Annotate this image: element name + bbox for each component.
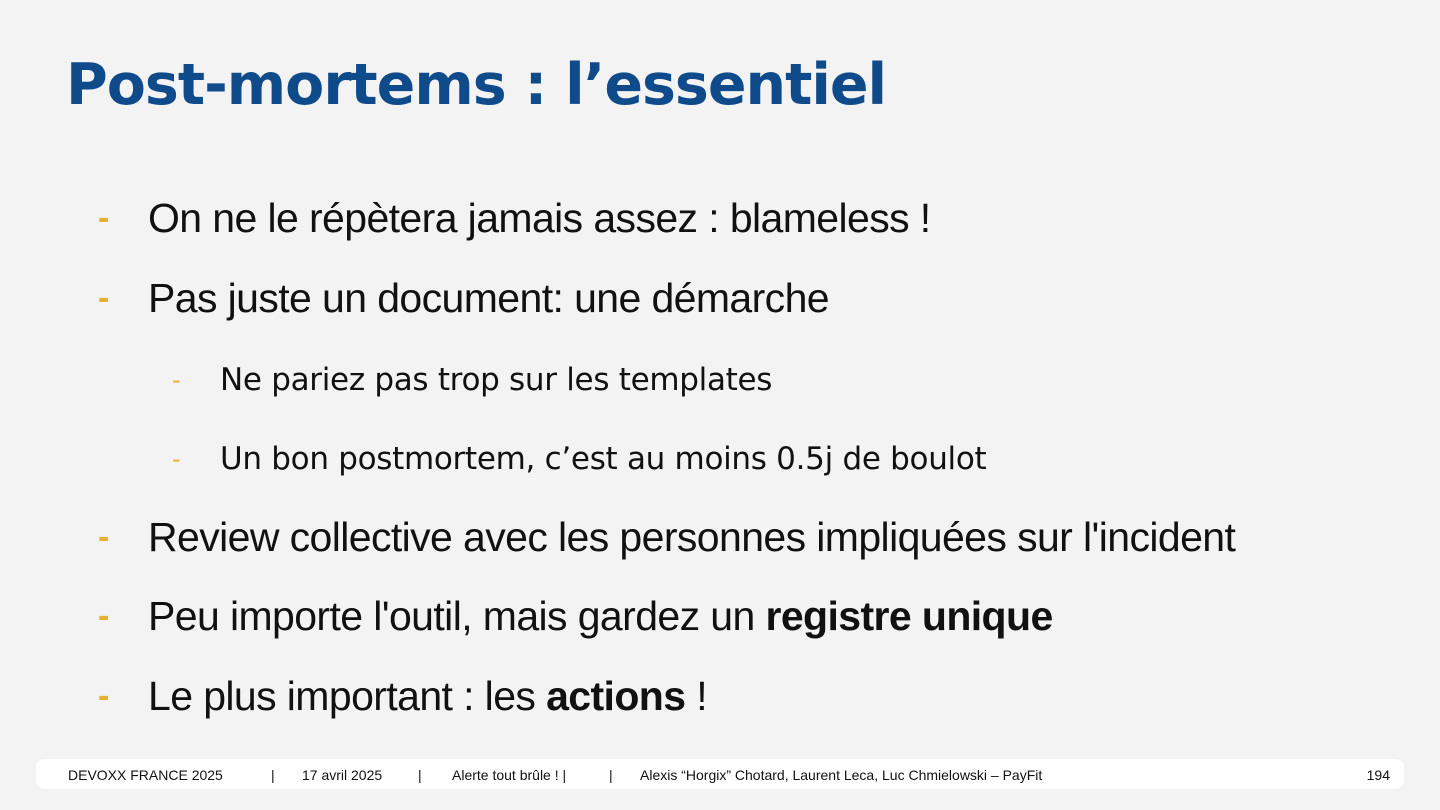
sub-bullet-text: Un bon postmortem, c’est au moins 0.5j de boulot xyxy=(220,441,987,477)
bullet-emphasis: registre unique xyxy=(765,593,1053,639)
bullet-marker: - xyxy=(98,518,109,556)
bullet-item xyxy=(98,274,829,322)
slide-title: Post-mortems : l’essentiel xyxy=(66,52,887,118)
bullet-marker: - xyxy=(172,445,181,473)
bullet-emphasis: actions xyxy=(546,673,686,719)
footer-separator: | xyxy=(271,767,275,783)
footer-separator: | xyxy=(418,767,422,783)
sub-bullet-text: Ne pariez pas trop sur les templates xyxy=(220,362,773,398)
bullet-text: Le plus important : les xyxy=(148,673,547,719)
bullet-text: Peu importe l'outil, mais gardez un xyxy=(148,593,766,639)
slide-footer xyxy=(36,759,1404,789)
bullet-item xyxy=(98,513,1236,561)
footer-separator: | xyxy=(609,767,613,783)
footer-talk-title: Alerte tout brûle ! | xyxy=(452,767,567,783)
bullet-item xyxy=(98,672,708,720)
bullet-marker: - xyxy=(172,366,181,394)
page-number: 194 xyxy=(1366,767,1390,783)
bullet-item xyxy=(98,592,1053,640)
bullet-marker: - xyxy=(98,199,109,237)
footer-event: DEVOXX FRANCE 2025 xyxy=(68,767,223,783)
footer-date: 17 avril 2025 xyxy=(302,767,383,783)
bullet-text: Review collective avec les personnes impliquées sur l'incident xyxy=(148,514,1236,560)
bullet-text: On ne le répètera jamais assez : blameless ! xyxy=(148,195,931,241)
sub-bullet-item xyxy=(172,439,987,479)
bullet-marker: - xyxy=(98,279,109,317)
bullet-marker: - xyxy=(98,677,109,715)
sub-bullet-item xyxy=(172,360,773,400)
bullet-text-end: ! xyxy=(685,673,708,719)
bullet-item xyxy=(98,194,931,242)
bullet-text: Pas juste un document: une démarche xyxy=(148,275,829,321)
footer-speakers: Alexis “Horgix” Chotard, Laurent Leca, Luc Chmielowski – PayFit xyxy=(640,767,1043,783)
bullet-marker: - xyxy=(98,597,109,635)
